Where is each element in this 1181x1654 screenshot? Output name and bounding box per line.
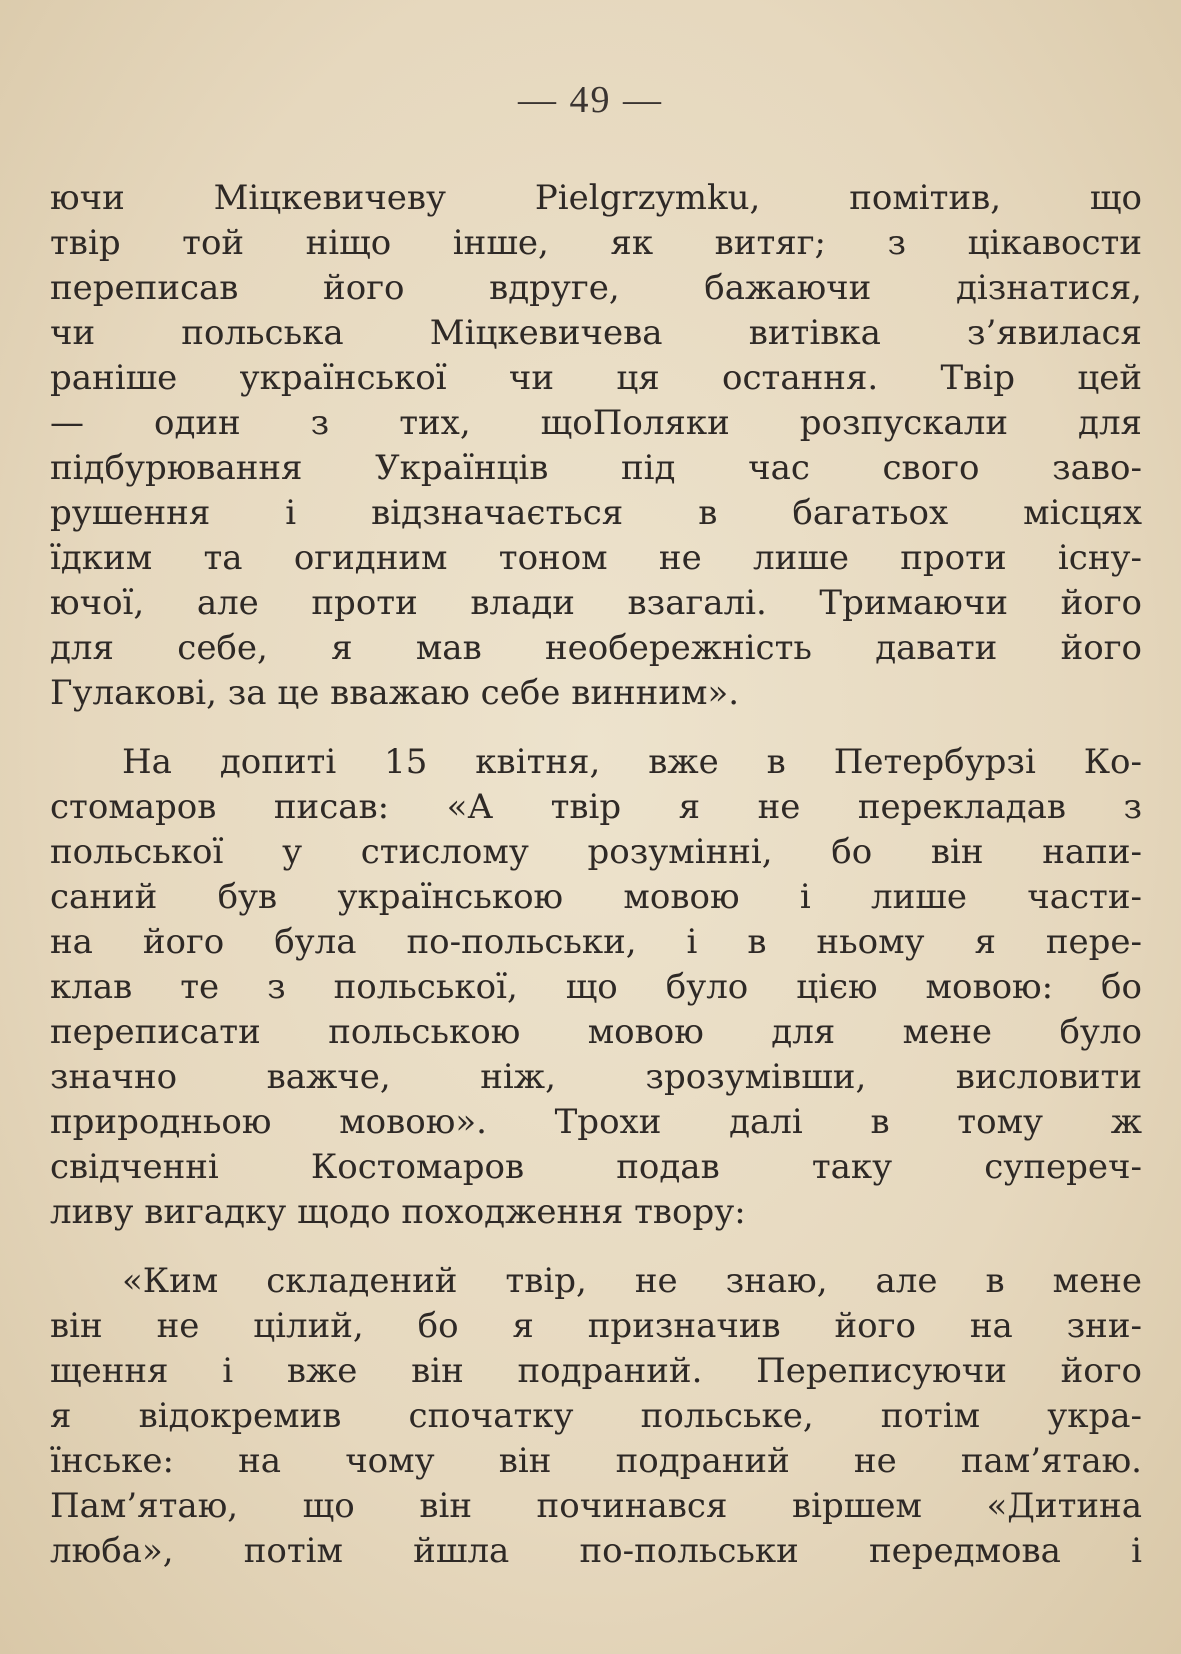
text-line: переписати польською мовою для мене було [50, 1012, 1142, 1052]
body-text [50, 176, 1142, 1574]
text-line: їнське: на чому він подраний не пам’ятаю. [50, 1441, 1142, 1481]
text-line: я відокремив спочатку польське, потім укра- [50, 1396, 1142, 1436]
text-line: значно важче, ніж, зрозумівши, висловити [50, 1057, 1142, 1097]
text-line: переписав його вдруге, бажаючи дізнатися, [50, 268, 1142, 308]
paragraph-2 [50, 740, 1142, 1235]
text-line: польської у стислому розумінні, бо він напи- [50, 832, 1142, 872]
text-line: На допиті 15 квітня, вже в Петербурзі Ко- [122, 742, 1142, 782]
text-line: клав те з польської, що було цією мовою: бо [50, 967, 1142, 1007]
text-line: підбурювання Українців під час свого заво- [50, 448, 1142, 488]
page-number: — 49 — [518, 79, 663, 121]
text-line: для себе, я мав необережність давати його [50, 628, 1142, 668]
text-line: твір той ніщо інше, як витяг; з цікавости [50, 223, 1142, 263]
text-line: Гулакові, за це вважаю себе винним». [50, 673, 740, 713]
text-line: рушення і відзначається в багатьох місцях [50, 493, 1142, 533]
text-line: люба», потім йшла по-польськи передмова і [50, 1531, 1142, 1571]
text-line: свідченні Костомаров подав таку супереч- [50, 1147, 1142, 1187]
paragraph-3 [50, 1259, 1142, 1574]
text-line: ючи Міцкевичеву Pielgrzymku, помітив, що [50, 178, 1142, 218]
text-line: «Ким складений твір, не знаю, але в мене [122, 1261, 1142, 1301]
text-line: ливу вигадку щодо походження твору: [50, 1192, 746, 1232]
text-line: саний був українською мовою і лише части- [50, 877, 1142, 917]
text-line: — один з тих, щоПоляки розпускали для [50, 403, 1142, 443]
text-line: природньою мовою». Трохи далі в тому ж [50, 1102, 1142, 1142]
text-line: він не цілий, бо я призначив його на зни- [50, 1306, 1142, 1346]
text-line: Пам’ятаю, що він починався віршем «Дитина [50, 1486, 1142, 1526]
text-line: їдким та огидним тоном не лише проти існу- [50, 538, 1142, 578]
text-line: раніше української чи ця остання. Твір цей [50, 358, 1142, 398]
text-line: ючої, але проти влади взагалі. Тримаючи його [50, 583, 1142, 623]
text-line: на його була по-польськи, і в ньому я пере- [50, 922, 1142, 962]
paragraph-1 [50, 176, 1142, 716]
text-line: чи польська Міцкевичева витівка з’явилася [50, 313, 1142, 353]
text-line: щення і вже він подраний. Переписуючи його [50, 1351, 1142, 1391]
text-line: стомаров писав: «А твір я не перекладав з [50, 787, 1142, 827]
